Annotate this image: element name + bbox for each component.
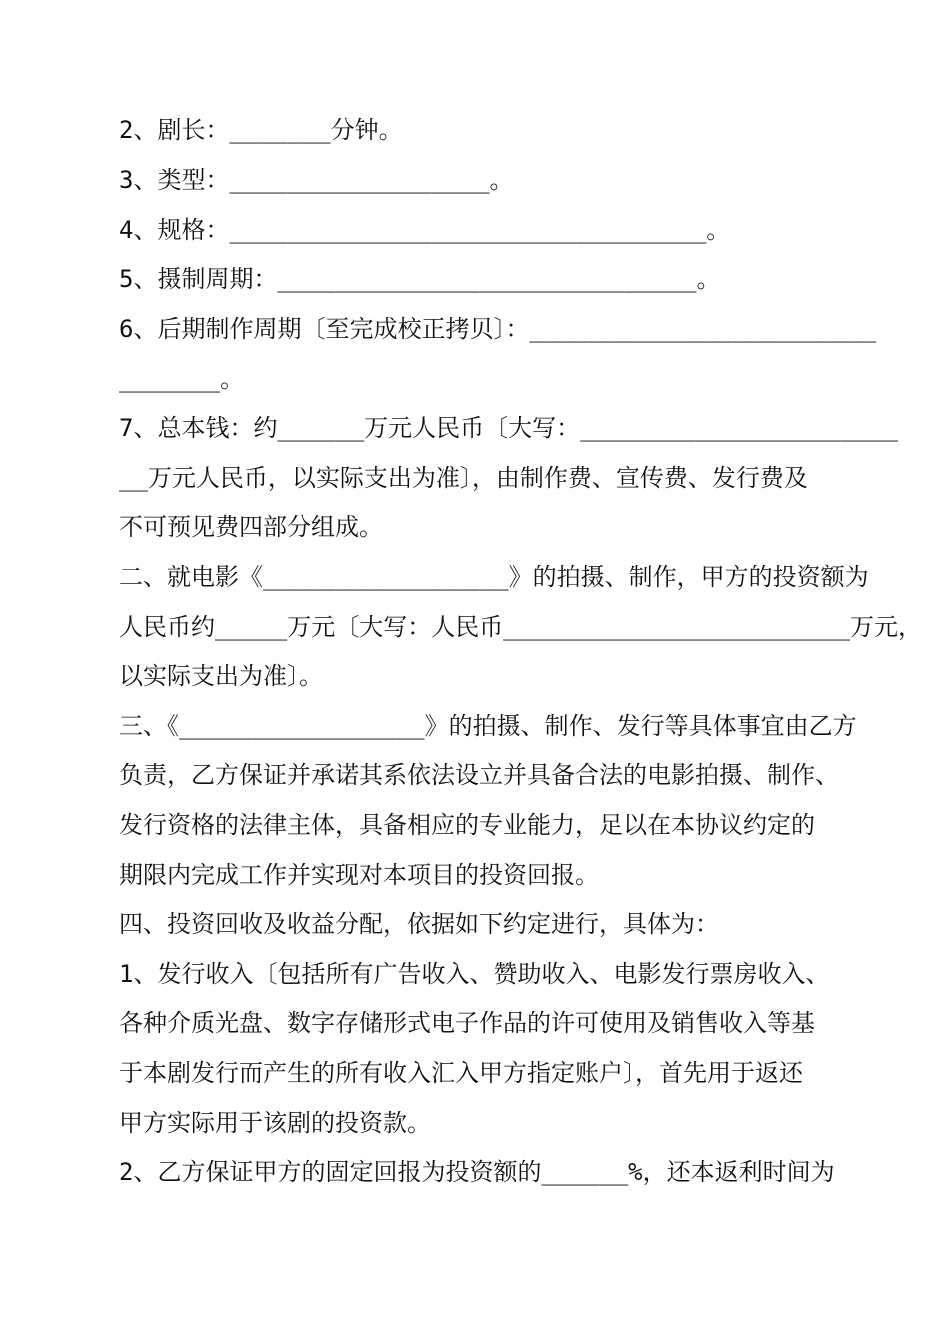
clause-total-cost-cont-1: __万元人民币，以实际支出为准〕，由制作费、宣传费、发行费及 [119, 464, 808, 492]
clause-specification: 4、规格：_________________________________。 [119, 216, 731, 244]
clause-post-production-period: 6、后期制作周期〔至完成校正拷贝〕：________________________ [119, 315, 877, 343]
clause-total-cost: 7、总本钱：约______万元人民币〔大写：______________________ [119, 414, 899, 442]
clause-fixed-return: 2、乙方保证甲方的固定回报为投资额的______%，还本返利时间为 [119, 1158, 835, 1186]
section-three-responsibility-cont-1: 负责，乙方保证并承诺其系依法设立并具备合法的电影拍摄、制作、 [119, 761, 839, 789]
section-three-responsibility-cont-3: 期限内完成工作并实现对本项目的投资回报。 [119, 861, 599, 889]
section-four-returns: 四、投资回收及收益分配，依据如下约定进行，具体为： [119, 910, 719, 938]
clause-duration: 2、剧长：_______分钟。 [119, 116, 403, 144]
clause-genre: 3、类型：__________________。 [119, 166, 514, 194]
section-two-investment-cont-2: 以实际支出为准〕。 [119, 662, 323, 690]
clause-post-production-period-cont: _______。 [119, 365, 245, 393]
clause-distribution-income-cont-2: 于本剧发行而产生的所有收入汇入甲方指定账户〕，首先用于返还 [119, 1059, 803, 1087]
section-three-responsibility-cont-2: 发行资格的法律主体，具备相应的专业能力，足以在本协议约定的 [119, 811, 815, 839]
clause-distribution-income-cont-3: 甲方实际用于该剧的投资款。 [119, 1109, 431, 1137]
section-two-investment-cont-1: 人民币约_____万元〔大写：人民币________________________万元， [119, 613, 923, 641]
section-three-responsibility: 三、《_________________》的拍摄、制作、发行等具体事宜由乙方 [119, 712, 857, 740]
clause-distribution-income: 1、发行收入〔包括所有广告收入、赞助收入、电影发行票房收入、 [119, 960, 830, 988]
section-two-investment: 二、就电影《_________________》的拍摄、制作，甲方的投资额为 [119, 563, 869, 591]
clause-shooting-period: 5、摄制周期：_____________________________。 [119, 265, 721, 293]
clause-distribution-income-cont-1: 各种介质光盘、数字存储形式电子作品的许可使用及销售收入等基 [119, 1009, 815, 1037]
clause-total-cost-cont-2: 不可预见费四部分组成。 [119, 513, 383, 541]
